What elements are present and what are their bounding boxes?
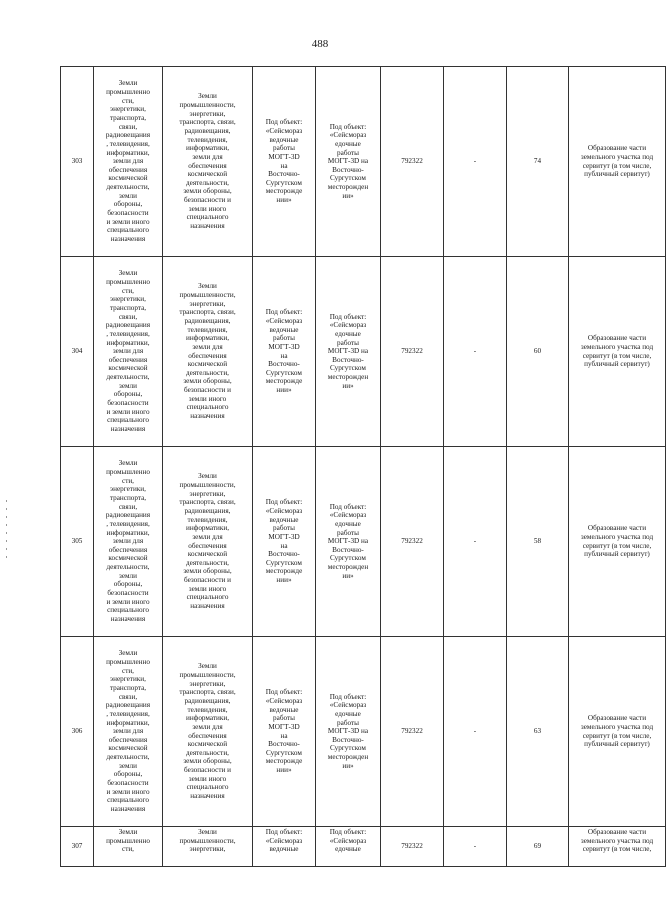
object-cell: Под объект: «Сейсмораз едочные (316, 827, 381, 867)
object-cell: Под объект: «Сейсмораз ведочные работы МОГТ-3D на Восточно- Сургутском месторожде нии» (253, 637, 316, 827)
land-category-cell: Земли промышленно сти, (94, 827, 163, 867)
object-cell: Под объект: «Сейсмораз едочные работы МОГТ-3D на Восточно- Сургутском месторожден ии» (316, 257, 381, 447)
scan-margin-marks (6, 500, 8, 580)
dash-cell: - (444, 257, 507, 447)
land-category-cell: Земли промышленно сти, энергетики, транспорта, связи, радиовещания , телевидения, информатики, земли для обеспечения космической деятельности, земли обороны, безопасности и земли иного специального назначения (94, 257, 163, 447)
land-category-cell: Земли промышленно сти, энергетики, транспорта, связи, радиовещания , телевидения, информатики, земли для обеспечения космической деятельности, земли обороны, безопасности и земли иного специального назначения (94, 637, 163, 827)
object-cell: Под объект: «Сейсмораз ведочные (253, 827, 316, 867)
object-cell: Под объект: «Сейсмораз едочные работы МОГТ-3D на Восточно- Сургутском месторожден ии» (316, 637, 381, 827)
object-cell: Под объект: «Сейсмораз ведочные работы МОГТ-3D на Восточно- Сургутском месторожде нии» (253, 257, 316, 447)
dash-cell: - (444, 67, 507, 257)
land-plot-table (60, 66, 666, 867)
cadastral-number-cell: 792322 (381, 67, 444, 257)
row-number-cell: 303 (61, 67, 94, 257)
cadastral-number-cell: 792322 (381, 447, 444, 637)
dash-cell: - (444, 827, 507, 867)
row-number-cell: 307 (61, 827, 94, 867)
table-row (61, 447, 666, 637)
area-cell: 63 (507, 637, 569, 827)
purpose-cell: Образование части земельного участка под сервитут (в том числе, публичный сервитут) (569, 637, 666, 827)
object-cell: Под объект: «Сейсмораз ведочные работы МОГТ-3D на Восточно- Сургутском месторожде нии» (253, 447, 316, 637)
page-number: 488 (311, 38, 329, 50)
dash-cell: - (444, 447, 507, 637)
land-category-cell: Земли промышленности, энергетики, транспорта, связи, радиовещания, телевидения, информатики, земли для обеспечения космической деятельности, земли обороны, безопасности и земли иного специального назначения (163, 67, 253, 257)
cadastral-number-cell: 792322 (381, 637, 444, 827)
row-number-cell: 306 (61, 637, 94, 827)
area-cell: 60 (507, 257, 569, 447)
row-number-cell: 304 (61, 257, 94, 447)
land-category-cell: Земли промышленно сти, энергетики, транспорта, связи, радиовещания , телевидения, информатики, земли для обеспечения космической деятельности, земли обороны, безопасности и земли иного специального назначения (94, 67, 163, 257)
purpose-cell: Образование части земельного участка под сервитут (в том числе, публичный сервитут) (569, 67, 666, 257)
dash-cell: - (444, 637, 507, 827)
land-category-cell: Земли промышленности, энергетики, (163, 827, 253, 867)
cadastral-number-cell: 792322 (381, 827, 444, 867)
object-cell: Под объект: «Сейсмораз едочные работы МОГТ-3D на Восточно- Сургутском месторожден ии» (316, 447, 381, 637)
area-cell: 58 (507, 447, 569, 637)
cadastral-number-cell: 792322 (381, 257, 444, 447)
table-row (61, 637, 666, 827)
area-cell: 74 (507, 67, 569, 257)
table-row (61, 67, 666, 257)
land-category-cell: Земли промышленно сти, энергетики, транспорта, связи, радиовещания , телевидения, информатики, земли для обеспечения космической деятельности, земли обороны, безопасности и земли иного специального назначения (94, 447, 163, 637)
object-cell: Под объект: «Сейсмораз едочные работы МОГТ-3D на Восточно- Сургутском месторожден ии» (316, 67, 381, 257)
table-row (61, 827, 666, 867)
area-cell: 69 (507, 827, 569, 867)
purpose-cell: Образование части земельного участка под сервитут (в том числе, публичный сервитут) (569, 447, 666, 637)
row-number-cell: 305 (61, 447, 94, 637)
purpose-cell: Образование части земельного участка под сервитут (в том числе, публичный сервитут) (569, 257, 666, 447)
land-category-cell: Земли промышленности, энергетики, транспорта, связи, радиовещания, телевидения, информатики, земли для обеспечения космической деятельности, земли обороны, безопасности и земли иного специального назначения (163, 637, 253, 827)
purpose-cell: Образование части земельного участка под сервитут (в том числе, (569, 827, 666, 867)
land-category-cell: Земли промышленности, энергетики, транспорта, связи, радиовещания, телевидения, информатики, земли для обеспечения космической деятельности, земли обороны, безопасности и земли иного специального назначения (163, 257, 253, 447)
table-row (61, 257, 666, 447)
object-cell: Под объект: «Сейсмораз ведочные работы МОГТ-3D на Восточно- Сургутском месторожде нии» (253, 67, 316, 257)
land-category-cell: Земли промышленности, энергетики, транспорта, связи, радиовещания, телевидения, информатики, земли для обеспечения космической деятельности, земли обороны, безопасности и земли иного специального назначения (163, 447, 253, 637)
